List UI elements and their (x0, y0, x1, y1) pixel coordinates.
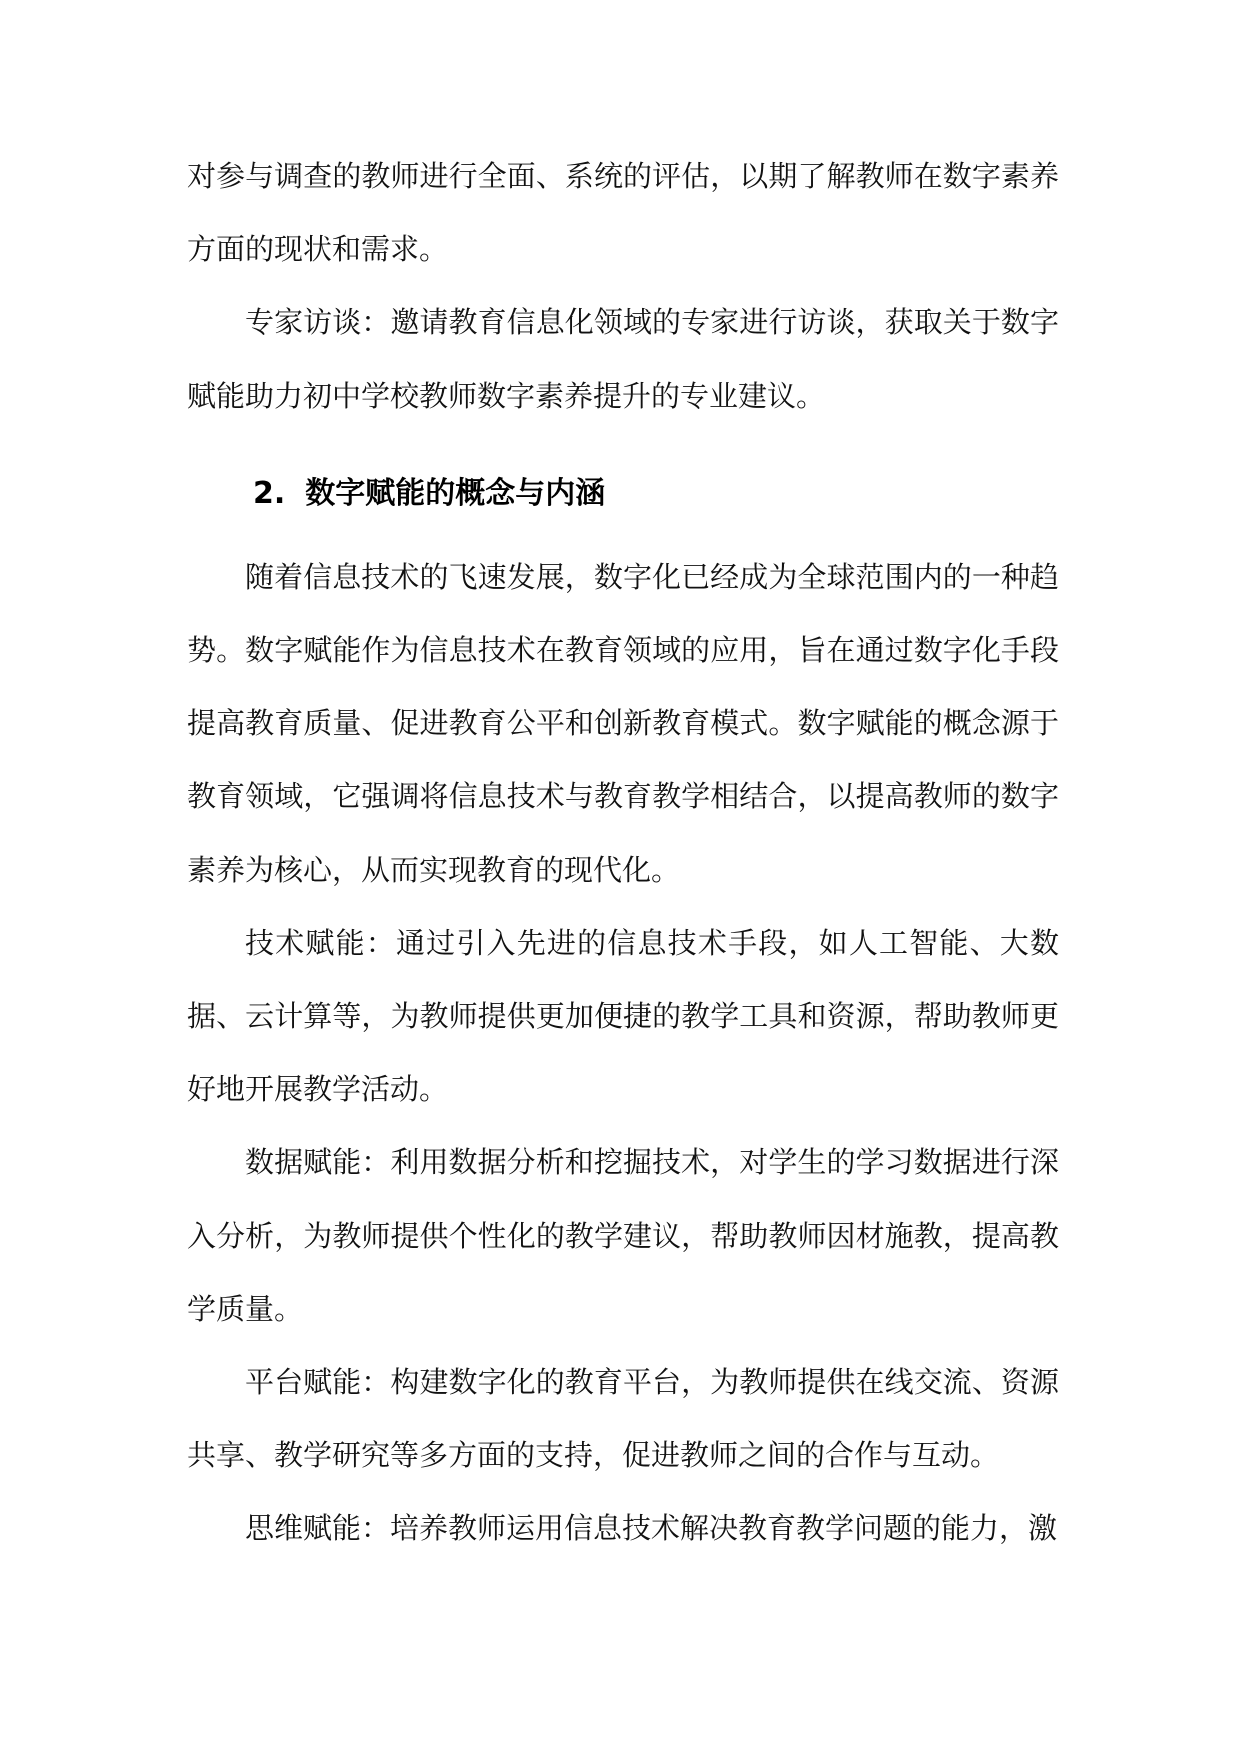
paragraph-thinking-empowerment: 思维赋能：培养教师运用信息技术解决教育教学问题的能力，激 (245, 1511, 1058, 1546)
document-body (187, 140, 1059, 1566)
paragraph-platform-empowerment: 平台赋能：构建数字化的教育平台，为教师提供在线交流、资源共享、教学研究等多方面的支持，促进教师之间的合作与互动。 (187, 1365, 1059, 1473)
paragraph-continued-survey: 对参与调查的教师进行全面、系统的评估，以期了解教师在数字素养方面的现状和需求。 (187, 159, 1059, 267)
paragraph-intro: 随着信息技术的飞速发展，数字化已经成为全球范围内的一种趋势。数字赋能作为信息技术在教育领域的应用，旨在通过数字化手段提高教育质量、促进教育公平和创新教育模式。数字赋能的概念源于教育领域，它强调将信息技术与教育教学相结合，以提高教师的数字素养为核心，从而实现教育的现代化。 (187, 559, 1059, 887)
paragraph-technology-empowerment: 技术赋能：通过引入先进的信息技术手段，如人工智能、大数据、云计算等，为教师提供更加便捷的教学工具和资源，帮助教师更好地开展教学活动。 (187, 925, 1059, 1107)
section-number: 2. (253, 475, 286, 511)
section-heading (187, 455, 1059, 532)
section-title: 数字赋能的概念与内涵 (305, 475, 606, 511)
paragraph-data-empowerment: 数据赋能：利用数据分析和挖掘技术，对学生的学习数据进行深入分析，为教师提供个性化的教学建议，帮助教师因材施教，提高教学质量。 (187, 1145, 1059, 1326)
paragraph-expert-interview: 专家访谈：邀请教育信息化领域的专家进行访谈，获取关于数字赋能助力初中学校教师数字素养提升的专业建议。 (187, 305, 1059, 413)
